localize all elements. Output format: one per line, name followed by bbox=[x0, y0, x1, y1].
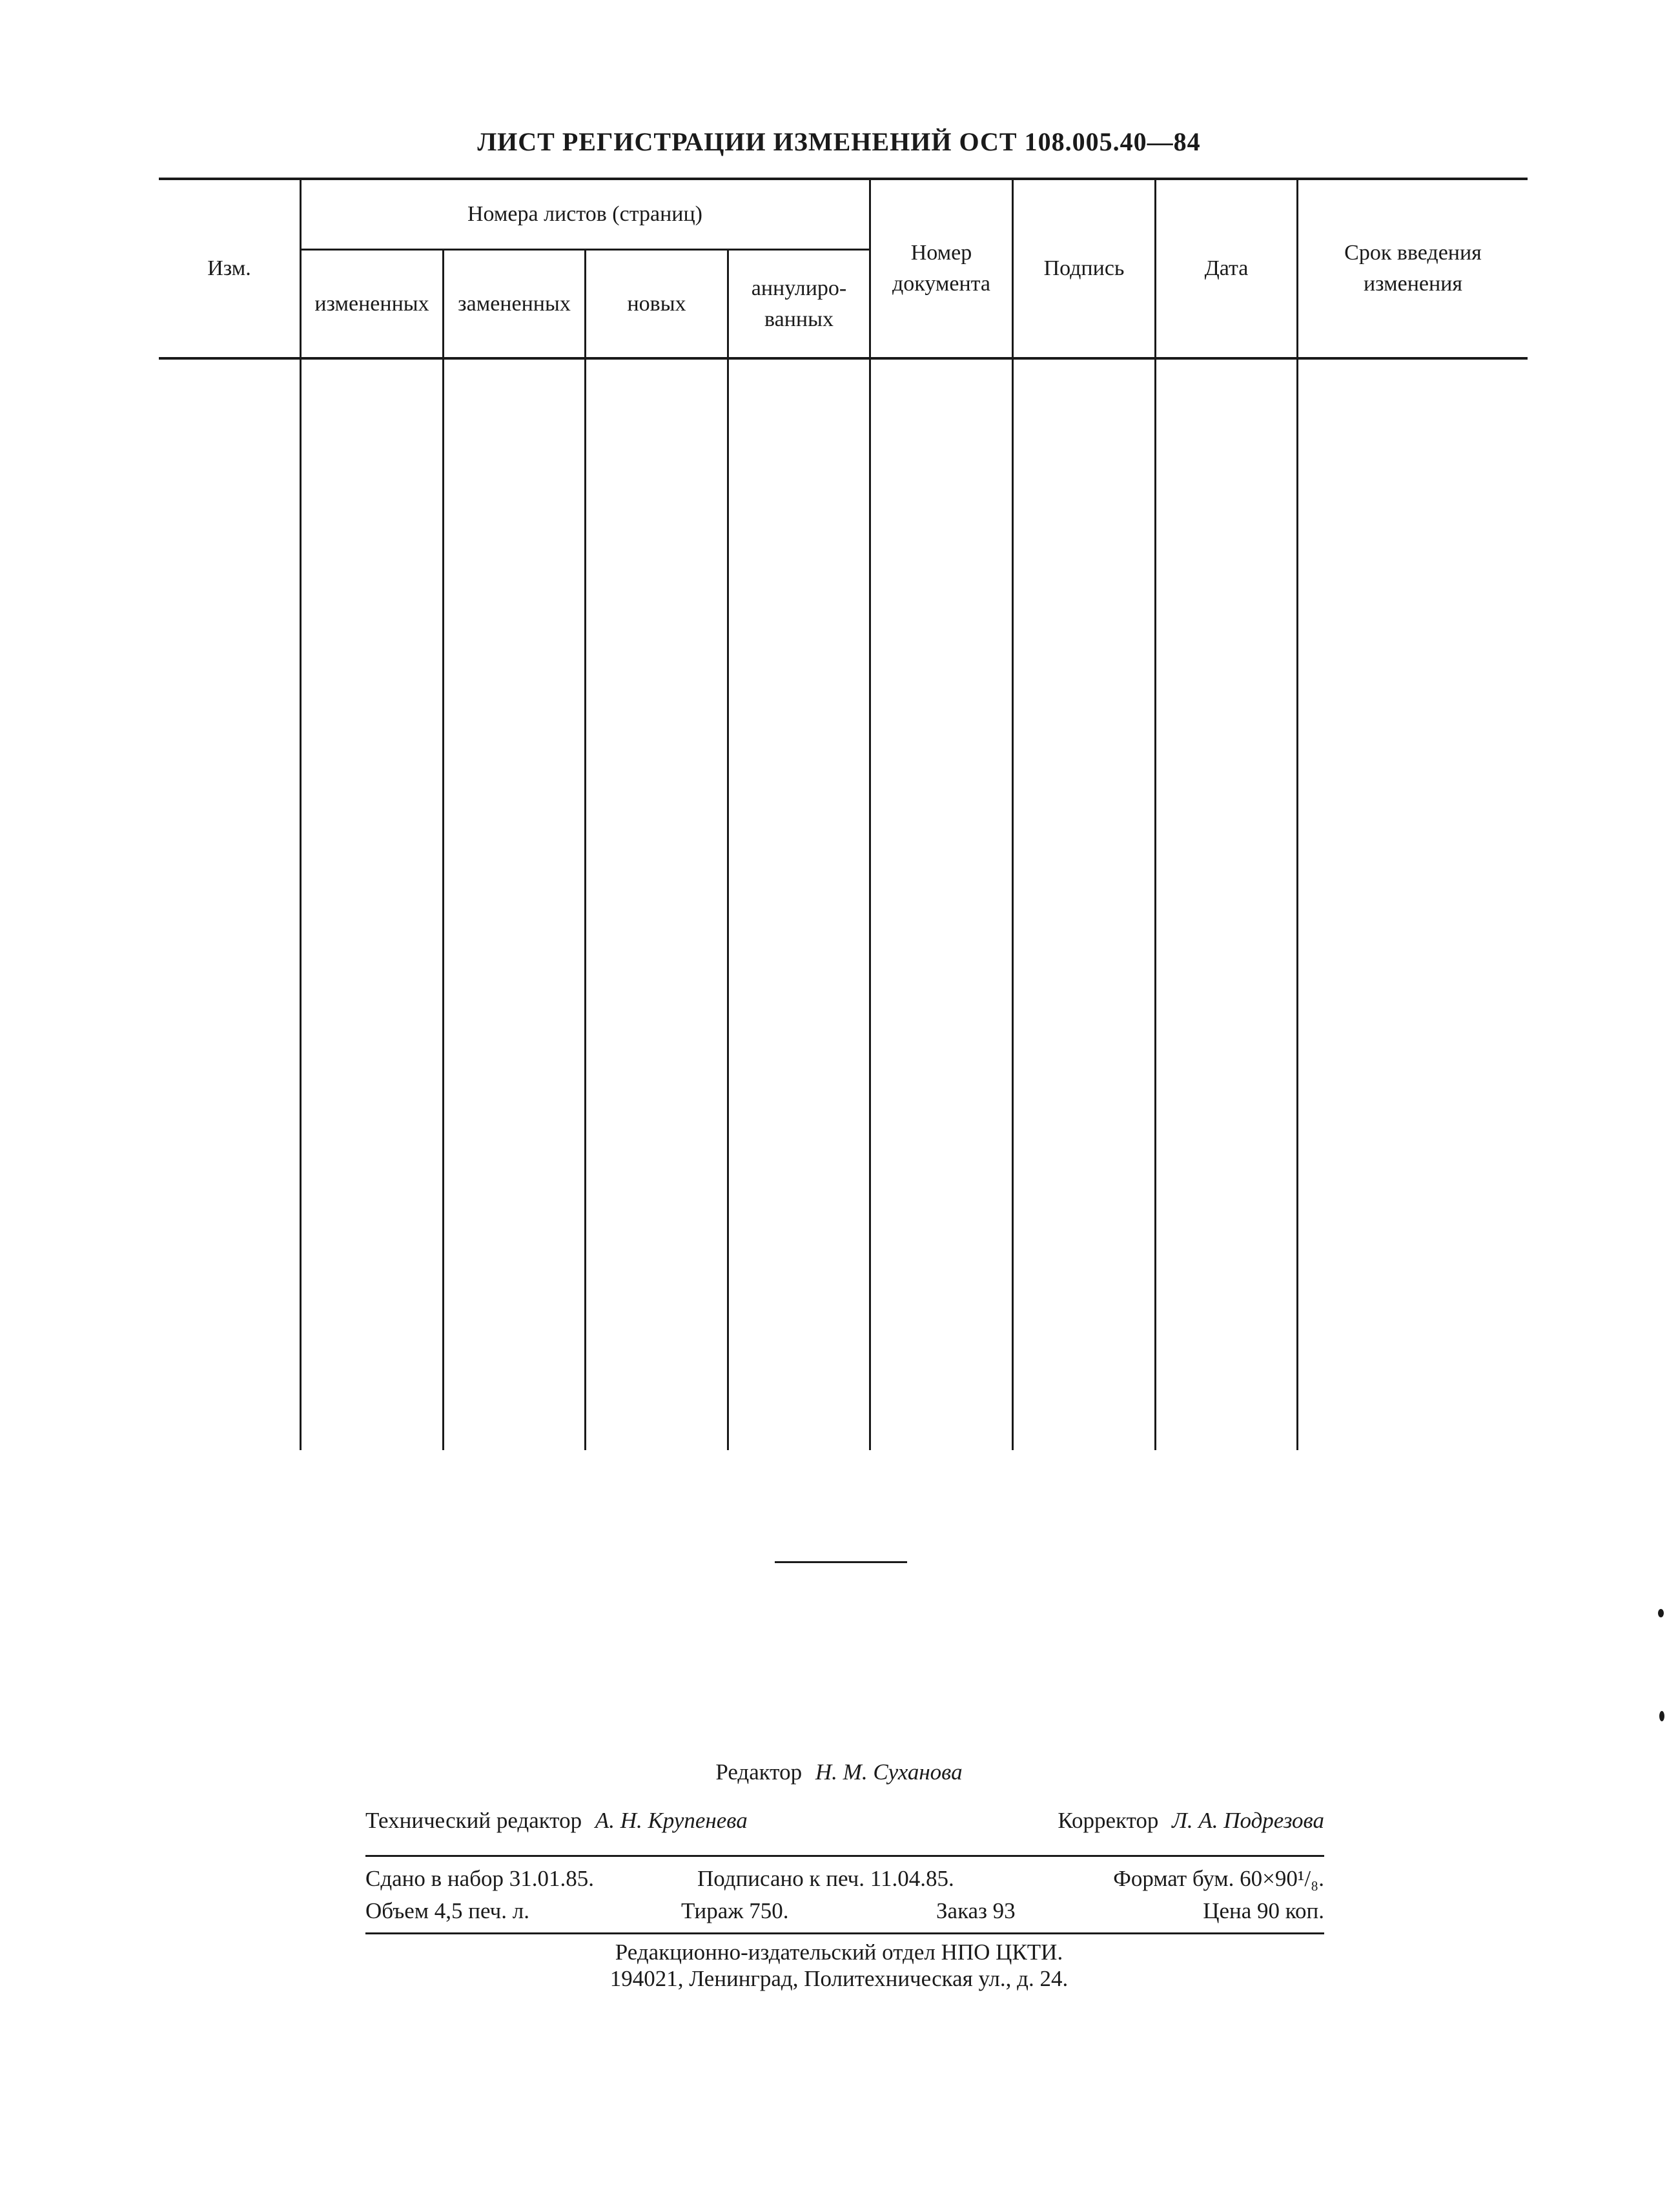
table-column-divider bbox=[869, 180, 871, 1450]
table-column-divider bbox=[1012, 180, 1014, 1450]
imprint-top-rule bbox=[365, 1855, 1324, 1857]
table-header-bottom-rule bbox=[159, 357, 1528, 360]
scan-speck bbox=[1659, 1711, 1664, 1721]
imprint-bottom-rule bbox=[365, 1932, 1324, 1934]
print-run: Тираж 750. bbox=[681, 1898, 789, 1923]
page-title: ЛИСТ РЕГИСТРАЦИИ ИЗМЕНЕНИЙ ОСТ 108.005.40—84 bbox=[477, 127, 1201, 156]
editor-label: Редактор bbox=[715, 1759, 803, 1785]
tech-editor-label: Технический редактор bbox=[365, 1808, 582, 1833]
order-number: Заказ 93 bbox=[936, 1898, 1016, 1923]
column-header-izm: Изм. bbox=[207, 256, 251, 280]
publisher-address: 194021, Ленинград, Политехническая ул., д. 24. bbox=[609, 1966, 1069, 1991]
paper-format: Формат бум. 60×90¹/₈. bbox=[1113, 1866, 1324, 1891]
column-header-document-number-line2: документа bbox=[892, 272, 991, 296]
column-header-effective-date bbox=[1298, 180, 1528, 357]
column-header-signature: Подпись bbox=[1043, 256, 1125, 280]
column-header-date: Дата bbox=[1204, 256, 1249, 280]
table-column-divider bbox=[727, 251, 729, 1450]
table-column-divider bbox=[584, 251, 586, 1450]
column-header-document-number bbox=[871, 180, 1012, 357]
separator-rule bbox=[775, 1561, 907, 1563]
column-header-replaced: замененных bbox=[458, 291, 571, 316]
table-column-divider bbox=[1296, 180, 1298, 1450]
column-header-changed: измененных bbox=[314, 291, 429, 316]
table-column-divider bbox=[300, 180, 302, 1450]
publisher-org: Редакционно-издательский отдел НПО ЦКТИ. bbox=[615, 1940, 1063, 1965]
scan-speck bbox=[1658, 1609, 1664, 1617]
column-header-new: новых bbox=[627, 291, 686, 316]
table-column-divider bbox=[1154, 180, 1156, 1450]
tech-editor-line bbox=[365, 1808, 748, 1834]
typesetting-date: Сдано в набор 31.01.85. bbox=[365, 1866, 595, 1891]
signed-date: Подписано к печ. 11.04.85. bbox=[697, 1866, 954, 1891]
corrector-line bbox=[1058, 1808, 1324, 1834]
editor-line bbox=[0, 1759, 1678, 1785]
column-group-sheet-numbers: Номера листов (страниц) bbox=[467, 202, 702, 226]
column-header-effective-date-line1: Срок введения bbox=[1344, 241, 1482, 265]
column-header-effective-date-line2: изменения bbox=[1363, 272, 1463, 296]
column-header-annulled-line2: ванных bbox=[764, 307, 834, 331]
volume: Объем 4,5 печ. л. bbox=[365, 1898, 529, 1923]
corrector-label: Корректор bbox=[1058, 1808, 1159, 1833]
table-column-divider bbox=[442, 251, 444, 1450]
column-header-annulled bbox=[729, 251, 869, 357]
corrector-name: Л. А. Подрезова bbox=[1172, 1808, 1324, 1833]
column-header-annulled-line1: аннулиро- bbox=[751, 276, 847, 300]
editor-name: Н. М. Суханова bbox=[815, 1759, 963, 1785]
tech-editor-name: А. Н. Крупенева bbox=[595, 1808, 748, 1833]
column-header-document-number-line1: Номер bbox=[910, 241, 972, 265]
price: Цена 90 коп. bbox=[1203, 1898, 1324, 1923]
